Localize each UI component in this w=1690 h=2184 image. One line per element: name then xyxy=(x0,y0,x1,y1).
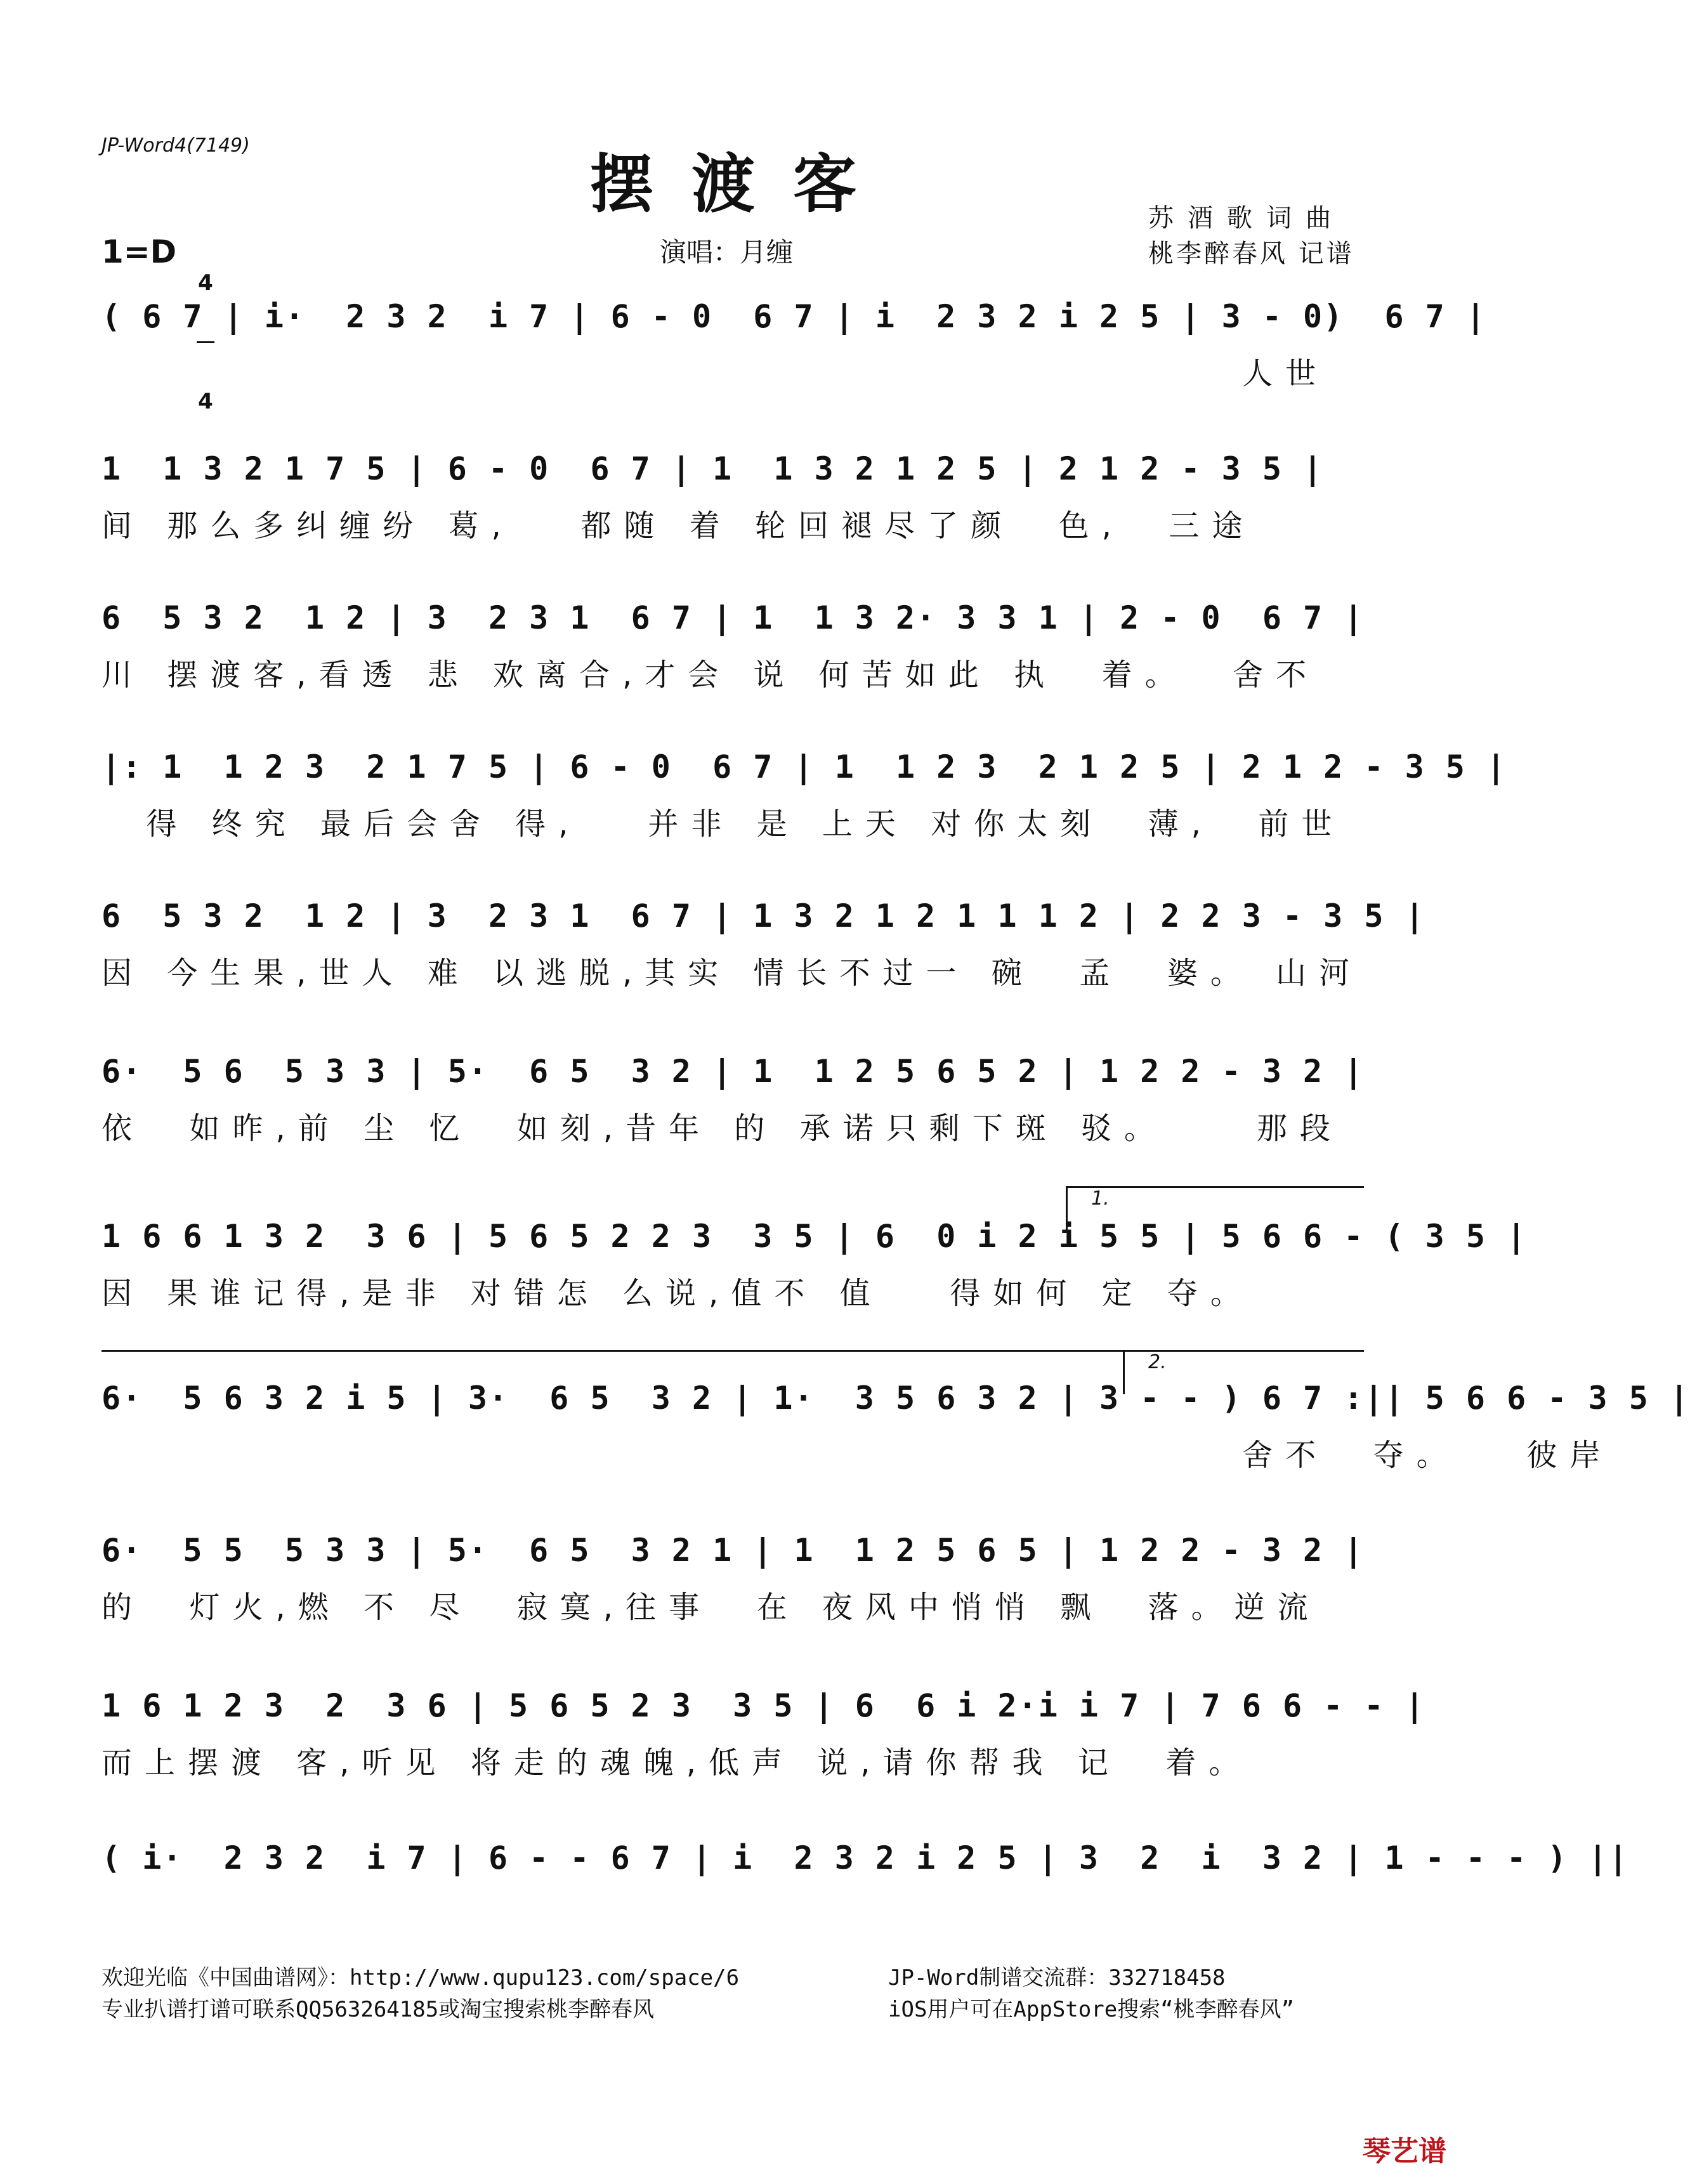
lyric-row-4: 得 终究 最后会舍 得, 并非 是 上天 对你太刻 薄, 前世 xyxy=(102,806,1345,842)
footer-group: JP-Word制谱交流群：332718458 xyxy=(888,1965,1226,1991)
footer-contact: 专业扒谱打谱可联系QQ563264185或淘宝搜索桃李醉春风 xyxy=(102,1997,655,2022)
notation-row-1: ( 6 7 | i· 2 3 2 i 7 | 6 - 0 6 7 | i 2 3 2 i 2 5 | 3 - 0) 6 7 | xyxy=(102,298,1486,335)
lyric-row-6: 依 如昨,前 尘 忆 如刻,昔年 的 承诺只剩下斑 驳。 那段 xyxy=(102,1111,1343,1146)
lyric-row-5: 因 今生果,世人 难 以逃脱,其实 情长不过一 碗 孟 婆。 山河 xyxy=(102,955,1363,991)
notation-row-6: 6· 5 6 5 3 3 | 5· 6 5 3 2 | 1 1 2 5 6 5 2 | 1 2 2 - 3 2 | xyxy=(102,1053,1365,1090)
lyric-row-7: 因 果谁记得,是非 对错怎 么说,值不 值 得如何 定 夺。 xyxy=(102,1276,1254,1311)
software-label: JP-Word4(7149) xyxy=(102,134,250,157)
singer-label: 演唱：月缠 xyxy=(660,237,794,268)
key-signature: 1=D xyxy=(102,233,177,270)
notation-row-9: 6· 5 5 5 3 3 | 5· 6 5 3 2 1 | 1 1 2 5 6 5 | 1 2 2 - 3 2 | xyxy=(102,1532,1365,1569)
notation-row-10: 1 6 1 2 3 2 3 6 | 5 6 5 2 3 3 5 | 6 6 i 2·i i 7 | 7 6 6 - - | xyxy=(102,1687,1425,1724)
site-logo: 琴艺谱 xyxy=(1363,2135,1446,2168)
notation-row-4: |: 1 1 2 3 2 1 7 5 | 6 - 0 6 7 | 1 1 2 3 2 1 2 5 | 2 1 2 - 3 5 | xyxy=(102,749,1507,785)
lyric-row-1: 人世 xyxy=(102,356,1329,391)
time-signature-bottom: 4 xyxy=(198,389,213,414)
ending-1-bracket xyxy=(1066,1186,1364,1188)
lyric-row-8: 舍不 夺。 彼岸 xyxy=(102,1437,1613,1473)
ending-bracket-line xyxy=(102,1350,1364,1352)
lyricist-composer: 苏酒歌词曲 xyxy=(1148,204,1345,233)
time-signature-top: 4 xyxy=(198,270,213,296)
page-title: 摆渡客 xyxy=(590,147,894,221)
footer-ios: iOS用户可在AppStore搜索“桃李醉春风” xyxy=(888,1997,1295,2022)
notation-row-11: ( i· 2 3 2 i 7 | 6 - - 6 7 | i 2 3 2 i 2 5 | 3 2 i 3 2 | 1 - - - ) || xyxy=(102,1840,1629,1876)
ending-2-label: 2. xyxy=(1148,1351,1167,1373)
footer-website: 欢迎光临《中国曲谱网》：http://www.qupu123.com/space/6 xyxy=(102,1965,740,1991)
lyric-row-2: 间 那么多纠缠纷 葛, 都随 着 轮回褪尽了颜 色, 三途 xyxy=(102,508,1255,544)
lyric-row-9: 的 灯火,燃 不 尽 寂寞,往事 在 夜风中悄悄 飘 落。逆流 xyxy=(102,1590,1321,1625)
transcriber: 桃李醉春风 记谱 xyxy=(1148,239,1354,268)
notation-row-2: 1 1 3 2 1 7 5 | 6 - 0 6 7 | 1 1 3 2 1 2 5 | 2 1 2 - 3 5 | xyxy=(102,450,1324,487)
lyric-row-10: 而上摆渡 客,听见 将走的魂魄,低声 说,请你帮我 记 着。 xyxy=(102,1745,1252,1781)
notation-row-7: 1 6 6 1 3 2 3 6 | 5 6 5 2 2 3 3 5 | 6 0 i 2 i 5 5 | 5 6 6 - ( 3 5 | xyxy=(102,1218,1528,1255)
notation-row-8: 6· 5 6 3 2 i 5 | 3· 6 5 3 2 | 1· 3 5 6 3 2 | 3 - - ) 6 7 :|| 5 6 6 - 3 5 | xyxy=(102,1380,1690,1416)
lyric-row-3: 川 摆渡客,看透 悲 欢离合,才会 说 何苦如此 执 着。 舍不 xyxy=(102,657,1320,693)
time-signature-divider xyxy=(197,341,214,343)
ending-1-label: 1. xyxy=(1091,1187,1110,1210)
notation-row-5: 6 5 3 2 1 2 | 3 2 3 1 6 7 | 1 3 2 1 2 1 1 1 2 | 2 2 3 - 3 5 | xyxy=(102,898,1425,934)
notation-row-3: 6 5 3 2 1 2 | 3 2 3 1 6 7 | 1 1 3 2· 3 3 1 | 2 - 0 6 7 | xyxy=(102,599,1365,636)
